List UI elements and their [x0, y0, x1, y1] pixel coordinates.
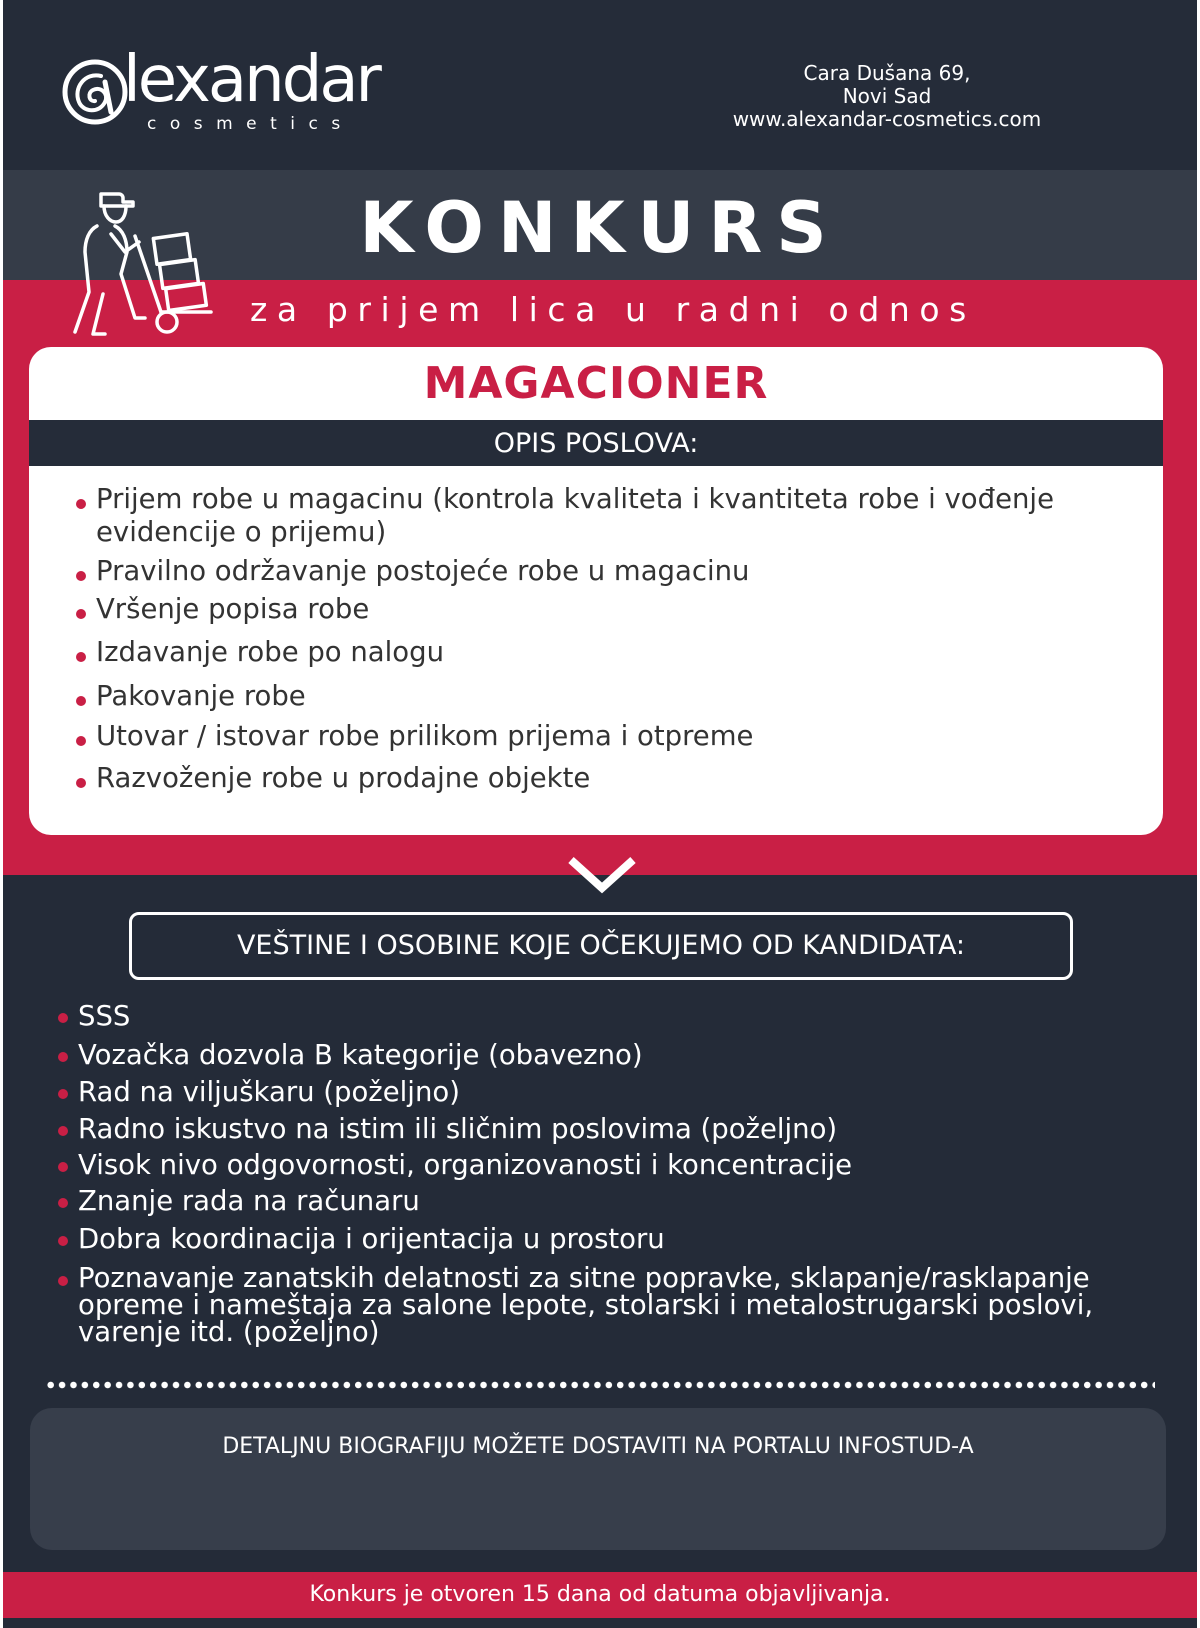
duty-item: Prijem robe u magacinu (kontrola kvaliteta i kvantiteta robe i vođenje evidencije o prijemu) — [76, 483, 1116, 549]
skills-heading: VEŠTINE I OSOBINE KOJE OČEKUJEMO OD KANDIDATA: — [129, 912, 1073, 980]
address-street: Cara Dušana 69, — [803, 61, 971, 85]
skill-item: Vozačka dozvola B kategorije (obavezno) — [58, 1041, 1138, 1069]
company-address — [707, 62, 1067, 131]
page-title: KONKURS — [359, 187, 841, 269]
logo-wordmark: lexandar — [123, 43, 379, 117]
logo-subtitle: cosmetics — [147, 114, 354, 134]
company-logo — [61, 43, 401, 146]
page-subtitle: za prijem lica u radni odnos — [250, 290, 976, 329]
website-link[interactable]: www.alexandar-cosmetics.com — [732, 107, 1042, 131]
skill-item: Visok nivo odgovornosti, organizovanosti i koncentracije — [58, 1151, 1138, 1179]
chevron-down-icon — [567, 856, 637, 894]
address-city: Novi Sad — [842, 84, 932, 108]
job-title: MAGACIONER — [423, 358, 769, 409]
duty-item: Pakovanje robe — [76, 680, 1116, 713]
application-info-text: DETALJNU BIOGRAFIJU MOŽETE DOSTAVITI NA PORTALU INFOSTUD-A — [222, 1434, 974, 1459]
application-info-box — [30, 1408, 1166, 1550]
alexandar-logo-icon — [61, 58, 129, 126]
warehouse-worker-icon — [71, 186, 231, 338]
duty-item: Utovar / istovar robe prilikom prijema i otpreme — [76, 720, 1116, 753]
skill-item: Poznavanje zanatskih delatnosti za sitne popravke, sklapanje/rasklapanje opreme i nameštaja za salone lepote, stolarski i metalostrugarski poslovi, varenje itd. (poželjno) — [58, 1265, 1138, 1346]
duty-item: Izdavanje robe po nalogu — [76, 636, 1116, 669]
duty-item: Pravilno održavanje postojeće robe u magacinu — [76, 555, 1116, 588]
duty-item: Vršenje popisa robe — [76, 593, 1116, 626]
skill-item: Dobra koordinacija i orijentacija u prostoru — [58, 1225, 1138, 1253]
duties-heading: OPIS POSLOVA: — [29, 420, 1163, 466]
skill-item: SSS — [58, 1002, 1138, 1030]
job-ad-poster — [3, 0, 1197, 1628]
duty-item: Razvoženje robe u prodajne objekte — [76, 762, 1116, 795]
job-card — [29, 347, 1163, 835]
duties-list — [76, 483, 1116, 795]
footer-notice: Konkurs je otvoren 15 dana od datuma objavljivanja. — [3, 1572, 1197, 1618]
dotted-divider — [45, 1381, 1155, 1389]
skill-item: Znanje rada na računaru — [58, 1187, 1138, 1215]
skill-item: Radno iskustvo na istim ili sličnim poslovima (poželjno) — [58, 1115, 1138, 1143]
skills-list — [58, 1002, 1138, 1346]
header — [3, 0, 1197, 170]
skill-item: Rad na viljuškaru (poželjno) — [58, 1078, 1138, 1106]
